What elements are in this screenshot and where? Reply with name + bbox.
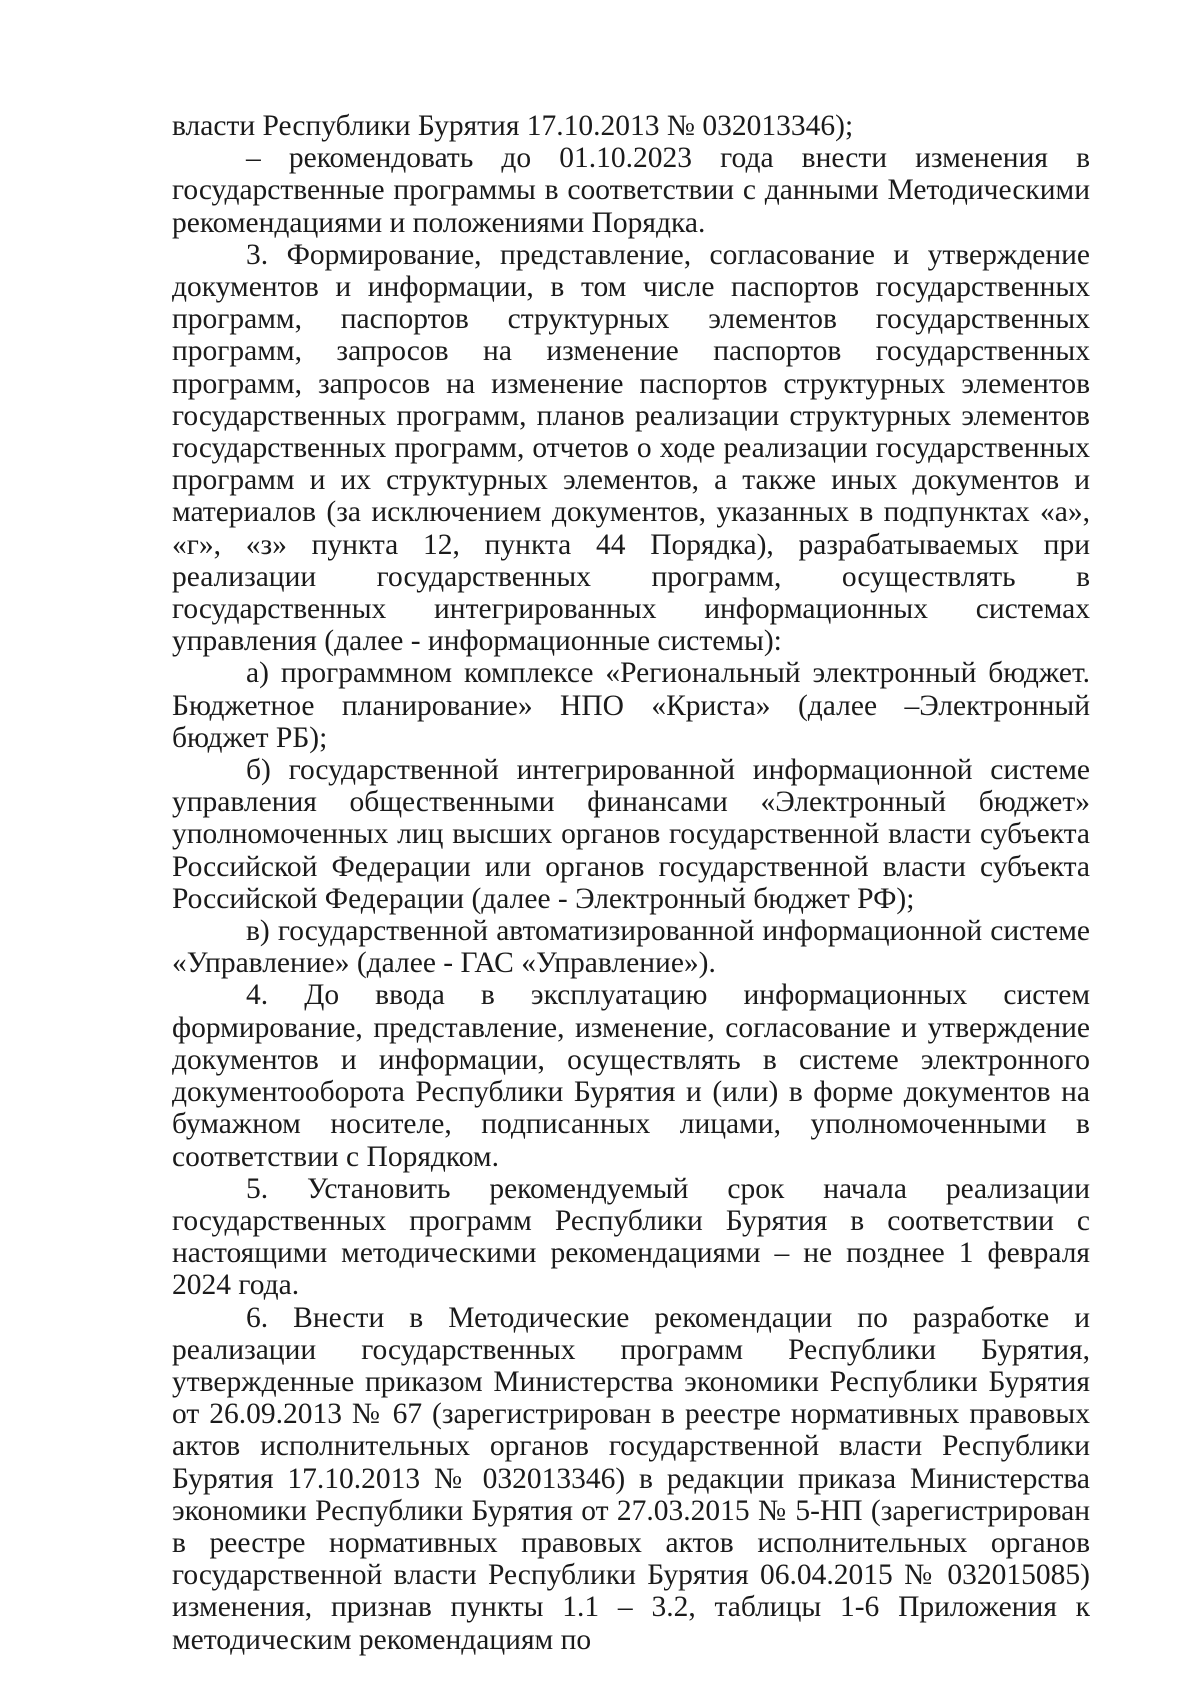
- paragraph-item-3: 3. Формирование, представление, согласование и утверждение документов и информации, в том числе паспортов государственных программ, паспортов структурных элементов государственных программ, запросов на изменение паспортов государственных программ, запросов на изменение паспортов структурных элементов государственных программ, планов реализации структурных элементов государственных программ, отчетов о ходе реализации государственных программ и их структурных элементов, а также иных документов и материалов (за исключением документов, указанных в подпунктах «а», «г», «з» пункта 12, пункта 44 Порядка), разрабатываемых при реализации государственных программ, осуществлять в государственных интегрированных информационных системах управления (далее - информационные системы):: [172, 238, 1090, 658]
- paragraph-item-4: 4. До ввода в эксплуатацию информационных систем формирование, представление, изменение, согласование и утверждение документов и информации, осуществлять в системе электронного документооборота Республики Бурятия и (или) в форме документов на бумажном носителе, подписанных лицами, уполномоченными в соответствии с Порядком.: [172, 979, 1090, 1173]
- document-body: [172, 110, 1090, 1656]
- paragraph-subitem-v: в) государственной автоматизированной информационной системе «Управление» (далее - ГАС «Управление»).: [172, 915, 1090, 980]
- paragraph-recommendation: – рекомендовать до 01.10.2023 года внести изменения в государственные программы в соответствии с данными Методическими рекомендациями и положениями Порядка.: [172, 142, 1090, 239]
- paragraph-item-6: 6. Внести в Методические рекомендации по разработке и реализации государственных программ Республики Бурятия, утвержденные приказом Министерства экономики Республики Бурятия от 26.09.2013 № 67 (зарегистрирован в реестре нормативных правовых актов исполнительных органов государственной власти Республики Бурятия 17.10.2013 № 032013346) в редакции приказа Министерства экономики Республики Бурятия от 27.03.2015 № 5-НП (зарегистрирован в реестре нормативных правовых актов исполнительных органов государственной власти Республики Бурятия 06.04.2015 № 032015085) изменения, признав пункты 1.1 – 3.2, таблицы 1-6 Приложения к методическим рекомендациям по: [172, 1301, 1090, 1656]
- paragraph-subitem-b: б) государственной интегрированной информационной системе управления общественными финансами «Электронный бюджет» уполномоченных лиц высших органов государственной власти субъекта Российской Федерации или органов государственной власти субъекта Российской Федерации (далее - Электронный бюджет РФ);: [172, 754, 1090, 915]
- paragraph-subitem-a: а) программном комплексе «Региональный электронный бюджет. Бюджетное планирование» НПО «Криста» (далее –Электронный бюджет РБ);: [172, 657, 1090, 754]
- paragraph-continuation: власти Республики Бурятия 17.10.2013 № 032013346);: [172, 110, 854, 142]
- paragraph-item-5: 5. Установить рекомендуемый срок начала реализации государственных программ Республики Бурятия в соответствии с настоящими методическими рекомендациями – не позднее 1 февраля 2024 года.: [172, 1172, 1090, 1302]
